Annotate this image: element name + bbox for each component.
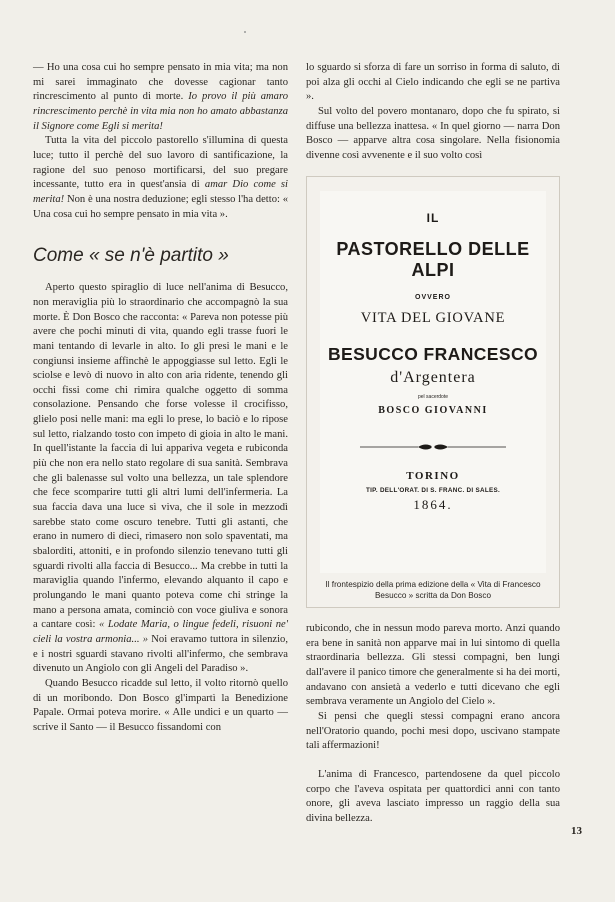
- right-column-top: [306, 61, 560, 164]
- frontispiece-figure: [306, 176, 560, 608]
- imprint-city: TORINO: [406, 470, 460, 482]
- subject-name: BESUCCO FRANCESCO: [327, 344, 538, 364]
- paragraph-text: Aperto questo spiraglio di luce nell'anima di Besucco, non meraviglia più lo straordinario che accompagnò la sua morte. È Don Bosco che racconta: « Pareva non potesse più avere che pochi minuti di vita, quando egli trasse fuori le mani tentando di levarle in alto. Io gli presi le mani e le congiunsi insieme affinchè le appoggiasse sul letto. Egli le sciolse e levò di nuovo in alto con aria ridente, tenendo gli occhi fissi come chi rimira qualche oggetto di somma consolazione. Pensando che forse volesse il crocifisso, glielo posi nelle mani: ma egli lo prese, lo baciò e lo ripose sul letto, rialzando tosto con impeto di gioia in alto le mani. In quell'istante la faccia di lui appariva vegeta e rubiconda più che non era nello stato regolare di sua sanità. Sembrava che gli balenasse sul volto una bellezza, un tale splendore che fece scomparire tutti gli altri lumi dell'infermeria. La sua faccia dava una luce sì viva, che il sole in mezzodì sarebbe stato come oscuro tenebre. Tutti gli astanti, che erano in numero di dieci, rimasero non solo spaventati, ma sbalorditi, attoniti, e in profondo silenzio tenevano tutti gli sguardi rivolti alla faccia di Besucco... Ma crebbe in tutti la maraviglia quando l'infermo, elevando alquanto il capo e prolungando le mani quanto poteva come chi stringe la mano a persona amata, cominciò con voce giuliva e sonora a cantare così:: [33, 282, 288, 631]
- imprint-printer: TIP. DELL'ORAT. DI S. FRANC. DI SALES.: [365, 487, 501, 494]
- imprint-year: 1864.: [413, 497, 453, 512]
- paragraph-soul: L'anima di Francesco, partendosene da quel piccolo corpo che l'aveva ospitata per quattordici anni con tanto onore, gli aveva lasciato impresso un raggio della sua divina bellezza.: [306, 768, 560, 824]
- book-title: PASTORELLO DELLE ALPI: [336, 239, 530, 280]
- paragraph-life: [33, 134, 288, 222]
- paragraph-text: Tutta la vita del piccolo pastorello s'illumina di questa luce; tutto il perchè del suo lavoro di santificazione, la ragione del suo penoso mortificarsi, del suo pregare incessante, tutto era in quest'ansia di: [33, 135, 288, 191]
- quote-text: — Ho una cosa cui ho sempre pensato in mia vita; ma non mi sarei immaginato che dovesse cagionar tanto rincrescimento al punto di morte.: [33, 62, 288, 103]
- paragraph-rubicund: rubicondo, che in nessun modo pareva morto. Anzi quando era bene in sanità non apparve mai in lui sintomo di quella straordinaria bellezza. Gli stessi compagni, ben lungi dall'avere il panico timore che generalmente si ha dei morti, andavano con ansietà a vederlo e tutti dicevano che egli sembrava veramente un Angiolo del Cielo ».: [306, 623, 560, 708]
- title-connector: OVVERO: [415, 294, 451, 301]
- paragraph-quote: [33, 61, 288, 134]
- frontispiece-image: [320, 191, 546, 573]
- paragraph-text-end: Noi eravamo tuttora in silenzio, e i nostri sguardi stavano rivolti all'infermo, che sembrava divenuto un Angiolo con gli Angeli del Paradiso ».: [33, 633, 288, 675]
- hymn-italic-text: « Lodate Maria, o lingue fedeli, risuoni ne' cieli la vostra armonia... »: [33, 619, 289, 645]
- section-heading: Come « se n'è partito »: [33, 245, 229, 267]
- paragraph-benediction: Quando Besucco ricadde sul letto, il volto ritornò quello di un moribondo. Don Bosco gl'impartì la Benedizione Papale. Ormai poteva morire. « Alle undici e un quarto — scrive il Santo — il Besucco fissandomi con: [33, 677, 288, 733]
- figure-caption: Il frontespizio della prima edizione della « Vita di Francesco Besucco » scritta da Don Bosco: [325, 580, 541, 600]
- right-column-bottom: [306, 622, 560, 827]
- paper-speck: [244, 31, 246, 33]
- title-article: IL: [426, 211, 440, 225]
- paragraph-death-account: [33, 281, 288, 677]
- paragraph-beauty: Sul volto del povero montanaro, dopo che fu spirato, si diffuse una bellezza inattesa. « In quel giorno — narra Don Bosco — apparve altra cosa singolare. Nella fisionomia divenne così avvenente e il suo volto così: [306, 105, 560, 161]
- subtitle: VITA DEL GIOVANE: [360, 310, 506, 326]
- left-column: [33, 61, 288, 736]
- paragraph-continued: lo sguardo si sforza di fare un sorriso in forma di saluto, di poi alza gli occhi al Cielo indicando che egli se ne partiva ».: [306, 62, 560, 103]
- author-name: BOSCO GIOVANNI: [378, 405, 488, 416]
- page-number: 13: [571, 825, 582, 837]
- quote-italic-text: Io provo il più amaro rincrescimento perchè in vita mia non ho amato abbastanza il Signore come Egli si merita!: [33, 91, 288, 132]
- paragraph-companions: Si pensi che quegli stessi compagni erano ancora nell'Oratorio quando, pochi mesi dopo, uscivano stampate tali affermazioni!: [306, 710, 560, 752]
- subject-place: d'Argentera: [390, 369, 476, 386]
- paragraph-text-end: Non è una nostra deduzione; egli stesso l'ha detto: « Una cosa cui ho sempre pensato in mia vita ».: [33, 193, 288, 220]
- ornament-divider: [358, 442, 508, 452]
- author-prefix: pel sacerdote: [417, 394, 449, 400]
- paragraph-italic-text: amar Dio come si merita!: [33, 179, 289, 205]
